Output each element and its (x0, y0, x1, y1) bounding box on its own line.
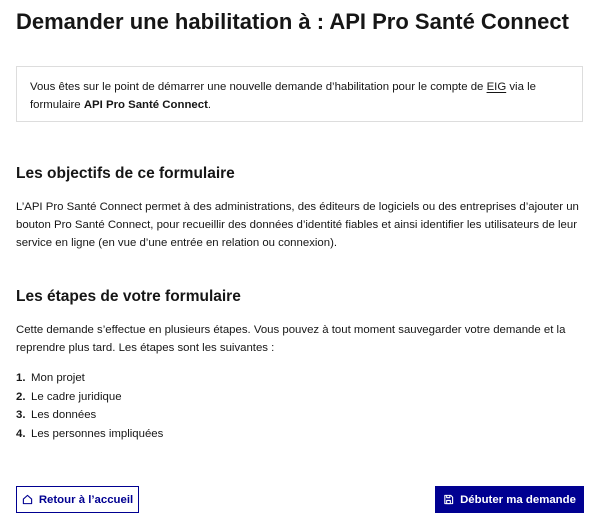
steps-title: Les étapes de votre formulaire (16, 288, 241, 305)
step-number: 1. (16, 372, 26, 384)
save-icon (443, 494, 454, 505)
step-number: 4. (16, 428, 26, 441)
steps-list (16, 369, 163, 444)
account-link[interactable]: EIG (486, 81, 507, 93)
objectives-title: Les objectifs de ce formulaire (16, 165, 235, 182)
notice-text-after: . (207, 99, 212, 111)
step-item (16, 425, 163, 444)
step-item (16, 369, 163, 388)
objectives-body: L’API Pro Santé Connect permet à des administrations, des éditeurs de logiciels ou des entreprises d’ajouter un bouton Pro Santé Connect, pour recueillir des données d’identité fiables et ainsi identifier les utilisateurs de leur service en ligne (en vue d’une entrée en relation ou connexion). (16, 201, 579, 249)
start-request-button[interactable] (435, 486, 584, 513)
home-icon (22, 494, 33, 505)
step-label: Les données (31, 409, 97, 422)
step-item (16, 388, 163, 407)
back-home-button[interactable] (16, 486, 139, 513)
step-item (16, 406, 163, 425)
start-request-label: Débuter ma demande (460, 493, 576, 506)
step-label: Mon projet (31, 372, 85, 384)
info-notice (16, 66, 583, 122)
steps-intro: Cette demande s’effectue en plusieurs étapes. Vous pouvez à tout moment sauvegarder votre demande et la reprendre plus tard. Les étapes sont les suivantes : (16, 324, 566, 354)
page-title: Demander une habilitation à : API Pro Santé Connect (16, 9, 569, 34)
step-label: Les personnes impliquées (31, 428, 164, 441)
back-home-label: Retour à l’accueil (38, 493, 134, 506)
step-number: 3. (16, 409, 26, 422)
form-name: API Pro Santé Connect (83, 99, 208, 111)
notice-text-before: Vous êtes sur le point de démarrer une nouvelle demande d’habilitation pour le compte de (30, 81, 487, 93)
notice-text-middle: via le formulaire (30, 81, 536, 111)
step-label: Le cadre juridique (31, 390, 122, 403)
step-number: 2. (16, 390, 26, 403)
